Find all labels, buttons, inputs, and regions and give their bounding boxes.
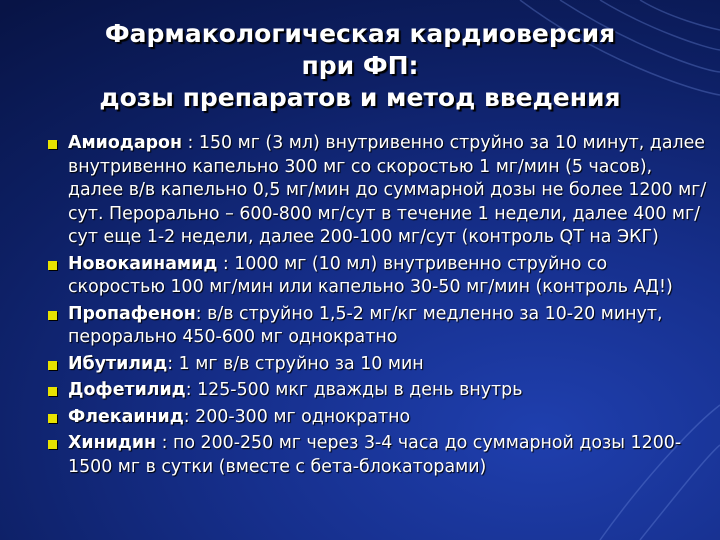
yellow-square-bullet-icon	[48, 261, 57, 270]
list-item-amiodarone	[48, 132, 708, 250]
drug-name: Новокаинамид	[68, 253, 218, 274]
drug-dosage-text: : 150 мг (3 мл) внутривенно струйно за 10 минут, далее внутривенно капельно 300 мг со скоростью 1 мг/мин (5 часов), далее в/в капельно 0,5 мг/мин до суммарной дозы не более 1200 мг/сут. Перорально – 600-800 мг/сут в течение 1 недели, далее 400 мг/сут еще 1-2 недели, далее 200-100 мг/сут (контроль QT на ЭКГ)	[68, 133, 707, 247]
list-item-ibutilide	[48, 353, 708, 377]
drug-dosage-text: : в/в струйно 1,5-2 мг/кг медленно за 10-20 минут, перорально 450-600 мг однократно	[68, 303, 663, 347]
drug-name: Дофетилид	[68, 380, 186, 400]
drug-dosage-text: : 1 мг в/в струйно за 10 мин	[167, 353, 424, 374]
yellow-square-bullet-icon	[48, 361, 57, 370]
yellow-square-bullet-icon	[48, 311, 57, 320]
drug-name: Ибутилид	[68, 353, 168, 374]
yellow-square-bullet-icon	[48, 440, 57, 449]
list-item-propafenone	[48, 303, 708, 350]
title-line-2: при ФП:	[301, 51, 419, 80]
drug-name: Хинидин	[68, 433, 157, 453]
list-item-flecainide	[48, 406, 708, 430]
drug-name: Амиодарон	[68, 133, 182, 153]
list-item-dofetilide	[48, 379, 708, 403]
drug-dosage-text: : 200-300 мг однократно	[183, 406, 411, 427]
slide-title	[20, 18, 700, 114]
list-item-quinidine	[48, 432, 708, 479]
title-line-1: Фармакологическая кардиоверсия	[104, 19, 616, 48]
drug-dosage-text: : по 200-250 мг через 3-4 часа до суммарной дозы 1200- 1500 мг в сутки (вместе с бета-блокаторами)	[68, 433, 682, 477]
drug-dosage-list	[48, 132, 708, 482]
list-item-novocainamide	[48, 253, 708, 300]
drug-dosage-text: : 125-500 мкг дважды в день внутрь	[185, 380, 523, 400]
drug-dosage-text: : 1000 мг (10 мл) внутривенно струйно со скоростью 100 мг/мин или капельно 30-50 мг/мин (контроль АД!)	[68, 253, 673, 297]
drug-name: Флекаинид	[68, 406, 184, 427]
drug-name: Пропафенон	[68, 303, 196, 324]
yellow-square-bullet-icon	[48, 387, 57, 396]
title-line-3: дозы препаратов и метод введения	[99, 83, 621, 112]
yellow-square-bullet-icon	[48, 140, 57, 149]
yellow-square-bullet-icon	[48, 414, 57, 423]
